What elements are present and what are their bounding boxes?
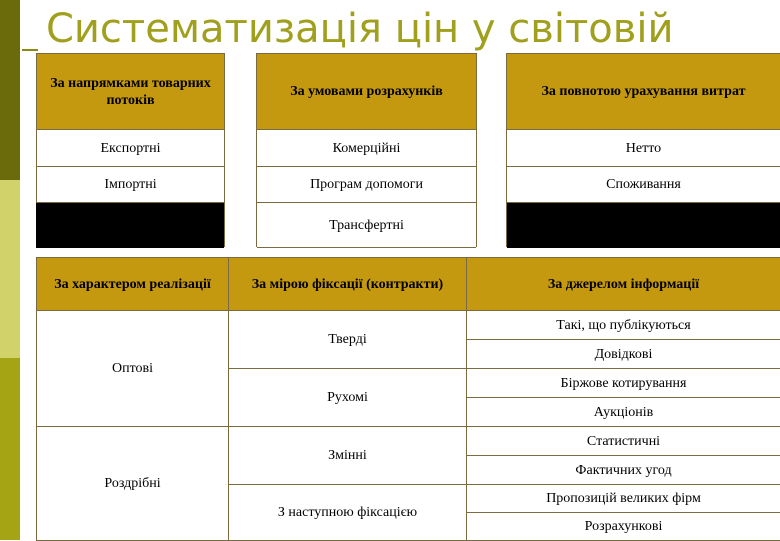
column-gap xyxy=(225,54,257,248)
cell-transfer: Трансфертні xyxy=(257,203,477,248)
column-gap xyxy=(477,54,507,248)
cell-auctions: Аукціонів xyxy=(467,398,780,427)
top-classification-table xyxy=(36,53,780,248)
empty-cell xyxy=(507,203,780,248)
header-flow-direction: За напрямками товарних потоків xyxy=(37,54,225,130)
header-realization: За характером реалізації xyxy=(37,258,229,311)
cell-retail: Роздрібні xyxy=(37,427,229,541)
cell-net: Нетто xyxy=(507,130,780,167)
header-info-source: За джерелом інформації xyxy=(467,258,780,311)
cell-fixed: Тверді xyxy=(229,311,467,369)
cell-commercial: Комерційні xyxy=(257,130,477,167)
cell-later-fixation: З наступною фіксацією xyxy=(229,485,467,541)
empty-cell xyxy=(37,203,225,248)
cell-consumption: Споживання xyxy=(507,167,780,203)
header-fixation: За мірою фіксації (контракти) xyxy=(229,258,467,311)
cell-variable: Змінні xyxy=(229,427,467,485)
cell-export: Експортні xyxy=(37,130,225,167)
left-bar-light xyxy=(0,180,20,358)
cell-floating: Рухомі xyxy=(229,369,467,427)
left-bar-olive xyxy=(0,358,20,540)
cell-large-firm-offers: Пропозицій великих фірм xyxy=(467,485,780,513)
cell-calculated: Розрахункові xyxy=(467,513,780,541)
bottom-classification-table xyxy=(36,257,780,541)
header-settlement-terms: За умовами розрахунків xyxy=(257,54,477,130)
cell-aid-programs: Програм допомоги xyxy=(257,167,477,203)
cell-actual-deals: Фактичних угод xyxy=(467,456,780,485)
page-title: Систематизація цін у світовій xyxy=(46,4,673,54)
cell-import: Імпортні xyxy=(37,167,225,203)
cell-reference: Довідкові xyxy=(467,340,780,369)
cell-published: Такі, що публікуються xyxy=(467,311,780,340)
cell-exchange-quotes: Біржове котирування xyxy=(467,369,780,398)
header-cost-completeness: За повнотою урахування витрат xyxy=(507,54,780,130)
cell-wholesale: Оптові xyxy=(37,311,229,427)
cell-statistical: Статистичні xyxy=(467,427,780,456)
left-bar-dark xyxy=(0,0,20,180)
title-underline-left xyxy=(22,49,38,51)
